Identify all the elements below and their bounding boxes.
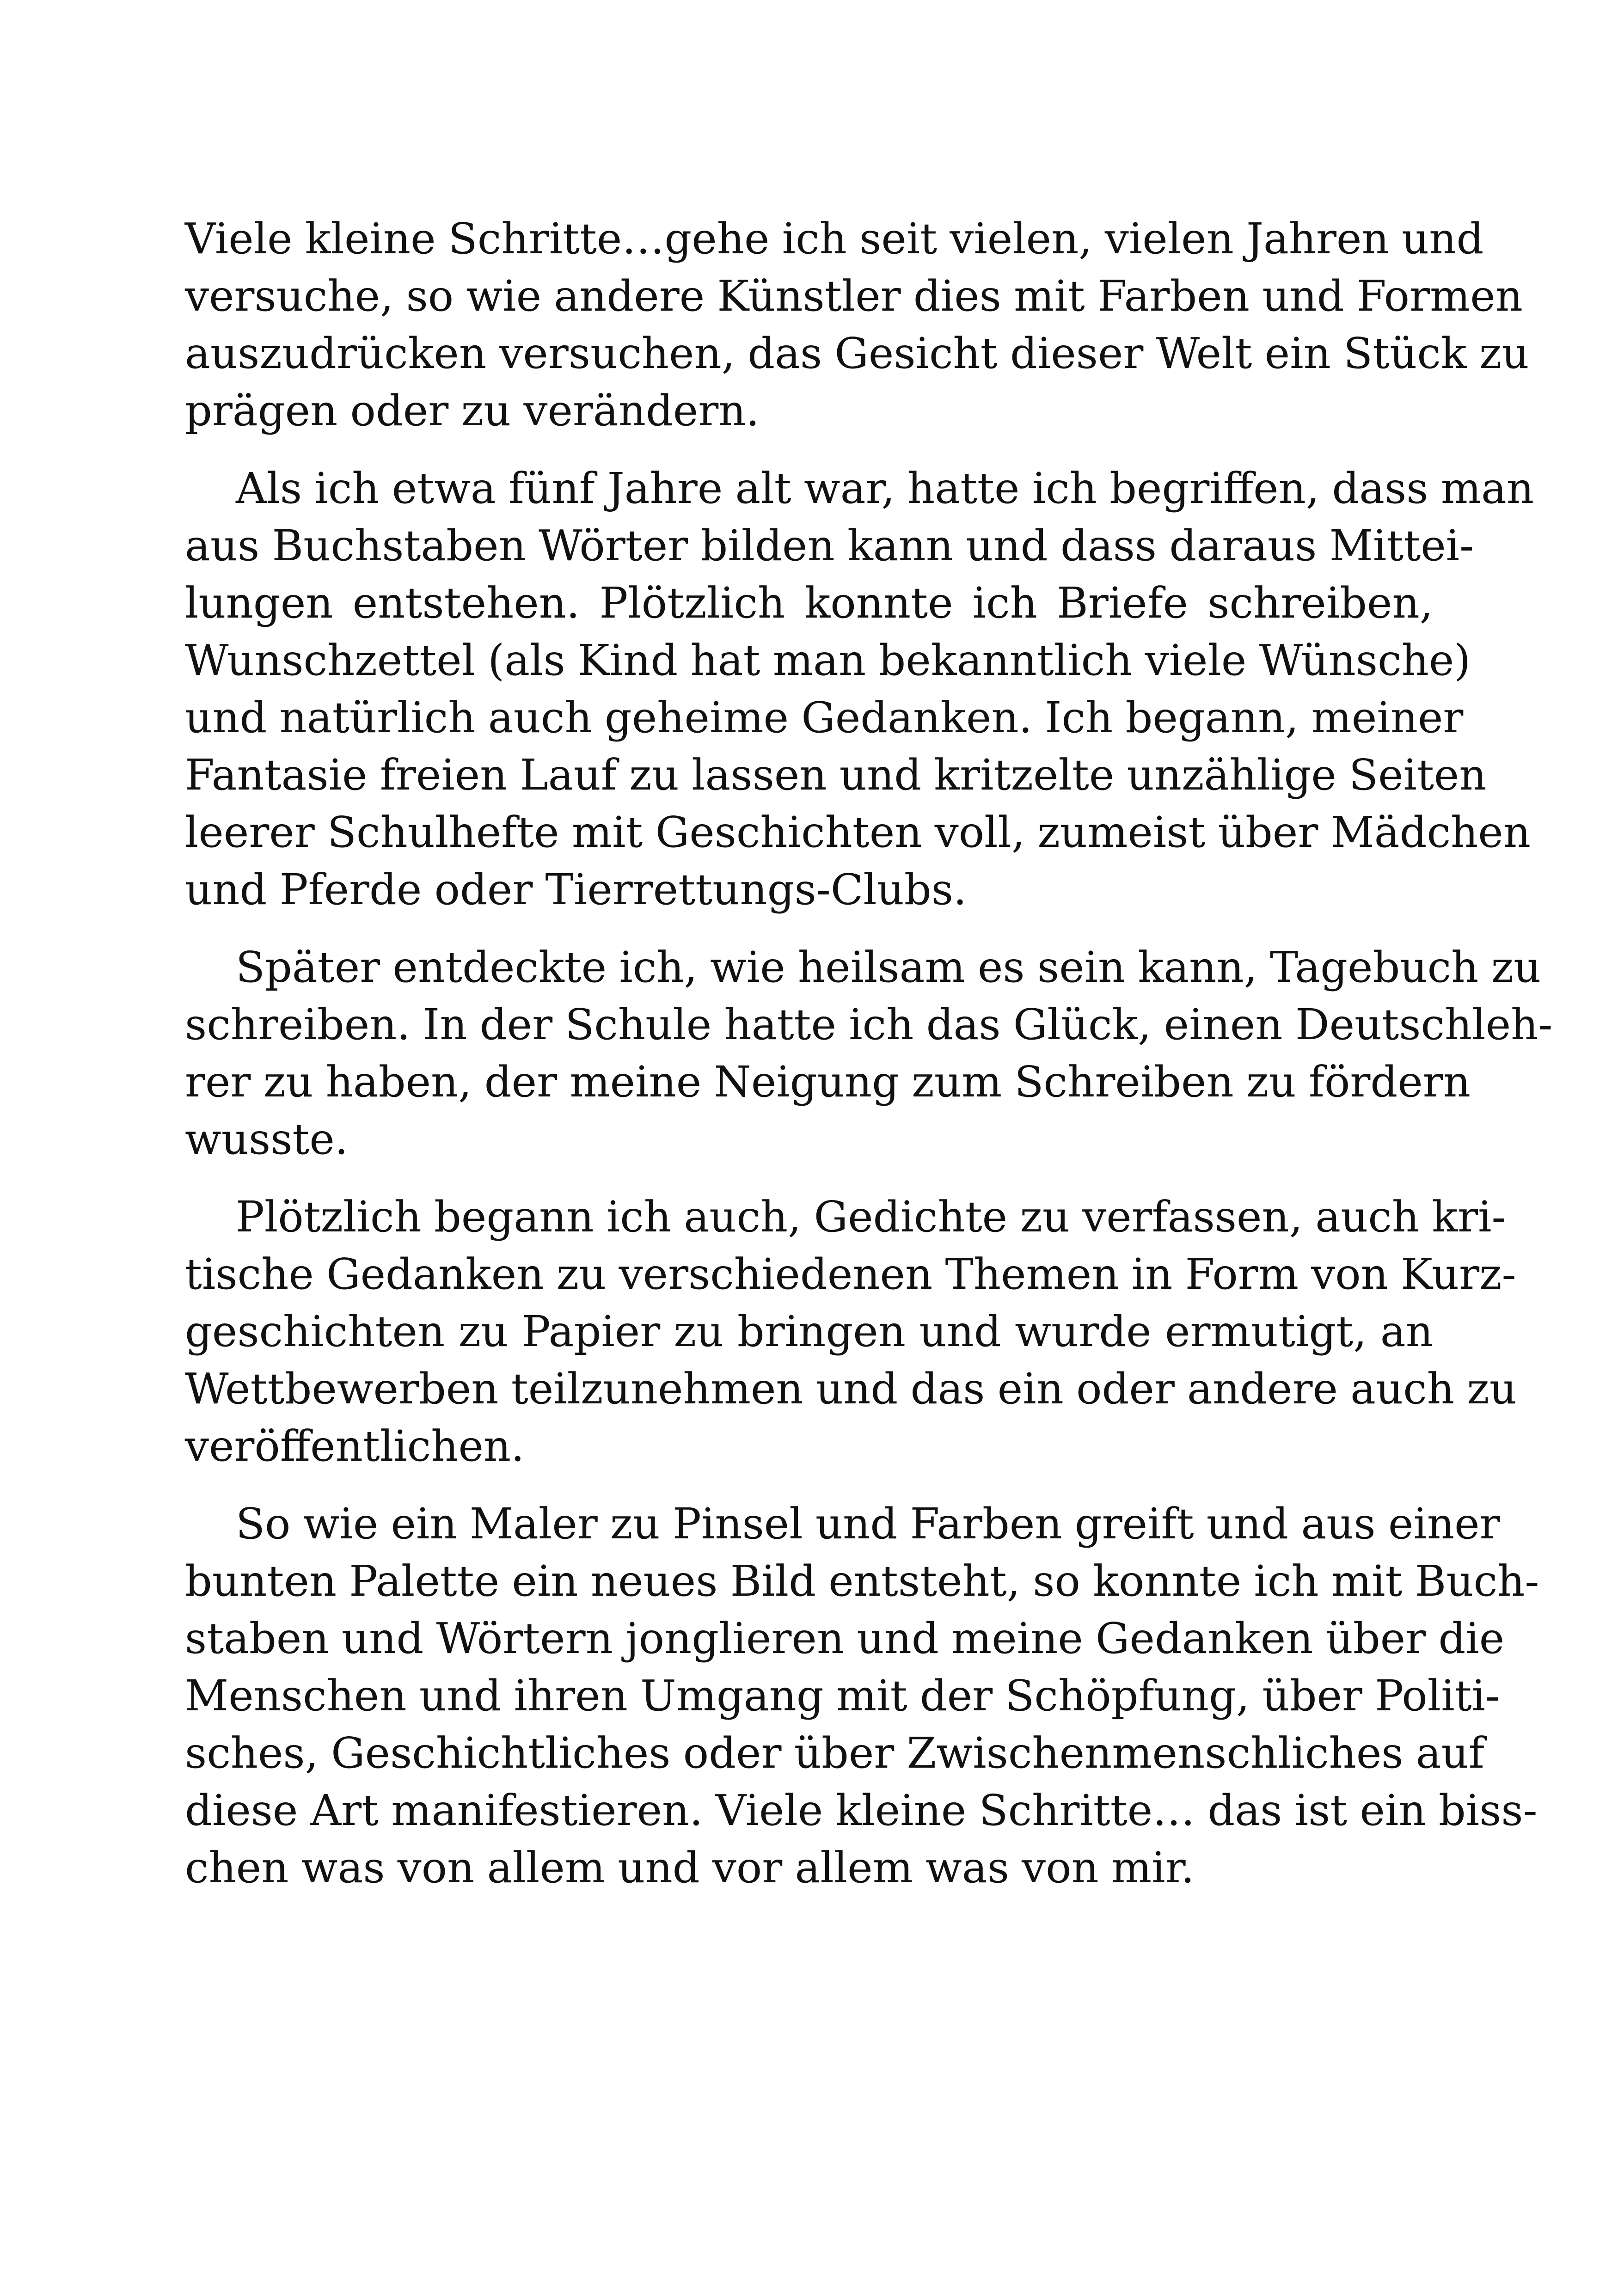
text-line: versuche, so wie andere Künstler dies mit Farben und Formen bbox=[185, 271, 1523, 321]
text-line: chen was von allem und vor allem was von mir. bbox=[185, 1843, 1195, 1892]
text-line: bunten Palette ein neues Bild entsteht, so konnte ich mit Buch- bbox=[185, 1556, 1539, 1606]
text-line: und natürlich auch geheime Gedanken. Ich begann, meiner bbox=[185, 693, 1464, 742]
text-line: Später entdeckte ich, wie heilsam es sein kann, Tagebuch zu bbox=[236, 943, 1541, 992]
paragraph bbox=[185, 1188, 1517, 1475]
text-line: tische Gedanken zu verschiedenen Themen in Form von Kurz- bbox=[185, 1249, 1516, 1299]
text-line: prägen oder zu verändern. bbox=[185, 386, 760, 435]
text-line: veröffentlichen. bbox=[185, 1421, 525, 1471]
text-line: Viele kleine Schritte…gehe ich seit vielen, vielen Jahren und bbox=[185, 214, 1484, 263]
text-line: leerer Schulhefte mit Geschichten voll, zumeist über Mädchen bbox=[185, 808, 1531, 857]
text-line: Fantasie freien Lauf zu lassen und kritzelte unzählige Seiten bbox=[185, 750, 1487, 800]
paragraph bbox=[185, 210, 1529, 440]
text-line: Menschen und ihren Umgang mit der Schöpfung, über Politi- bbox=[185, 1671, 1500, 1720]
text-line: schreiben. In der Schule hatte ich das Glück, einen Deutschleh- bbox=[185, 1000, 1553, 1049]
text-line: und Pferde oder Tierrettungs-Clubs. bbox=[185, 865, 967, 914]
text-line: Wettbewerben teilzunehmen und das ein oder andere auch zu bbox=[185, 1364, 1517, 1414]
text-line: So wie ein Maler zu Pinsel und Farben greift und aus einer bbox=[236, 1499, 1500, 1549]
paragraph bbox=[185, 460, 1534, 918]
text-line: sches, Geschichtliches oder über Zwischenmenschliches auf bbox=[185, 1728, 1484, 1778]
text-line: Als ich etwa fünf Jahre alt war, hatte ich begriffen, dass man bbox=[236, 464, 1534, 513]
text-line: staben und Wörtern jonglieren und meine Gedanken über die bbox=[185, 1614, 1505, 1663]
text-line: diese Art manifestieren. Viele kleine Schritte… das ist ein biss- bbox=[185, 1786, 1538, 1835]
text-line: aus Buchstaben Wörter bilden kann und dass daraus Mittei- bbox=[185, 521, 1474, 570]
text-line: Wunschzettel (als Kind hat man bekanntlich viele Wünsche) bbox=[185, 636, 1471, 685]
text-line: rer zu haben, der meine Neigung zum Schreiben zu fördern bbox=[185, 1057, 1471, 1107]
paragraph bbox=[185, 939, 1553, 1168]
text-line: Plötzlich begann ich auch, Gedichte zu verfassen, auch kri- bbox=[236, 1192, 1506, 1242]
text-line: geschichten zu Papier zu bringen und wurde ermutigt, an bbox=[185, 1307, 1433, 1356]
body-text bbox=[185, 210, 1553, 1897]
text-line: auszudrücken versuchen, das Gesicht dieser Welt ein Stück zu bbox=[185, 329, 1529, 378]
paragraph bbox=[185, 1495, 1539, 1897]
text-line: lungen entstehen. Plötzlich konnte ich Briefe schreiben, bbox=[185, 578, 1433, 628]
text-line: wusste. bbox=[185, 1114, 349, 1164]
